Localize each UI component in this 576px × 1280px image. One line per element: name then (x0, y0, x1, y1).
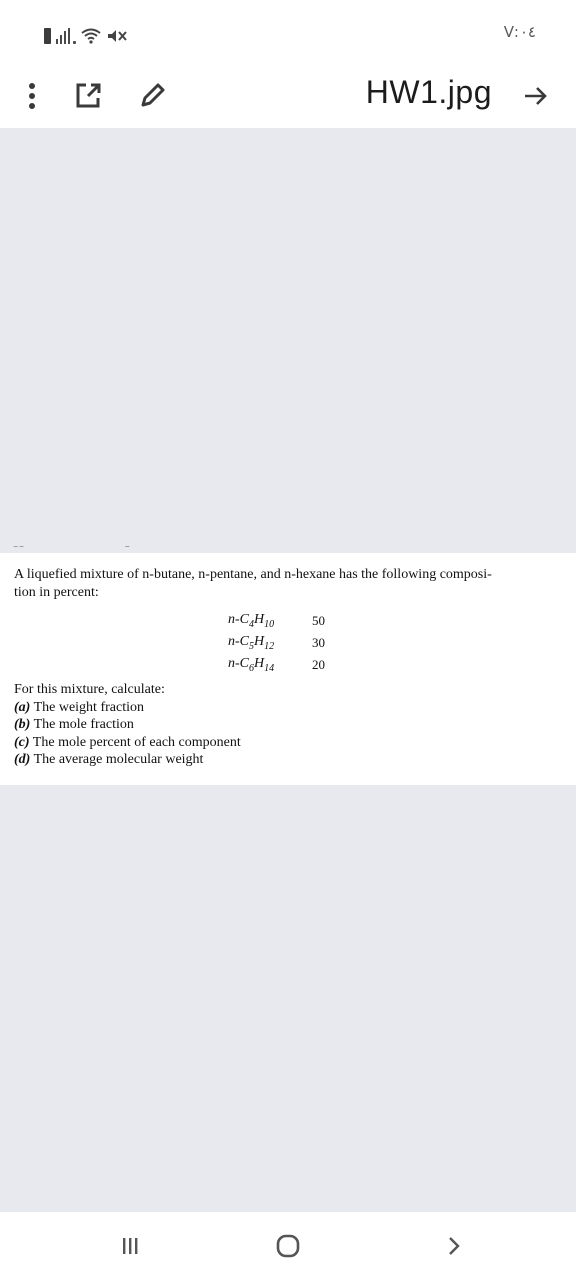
list-item: (b) The mole fraction (14, 717, 134, 732)
problem-statement (14, 566, 562, 602)
question-list (14, 681, 241, 769)
clock: V:٠٤ (503, 23, 536, 41)
wifi-icon (81, 28, 101, 44)
intro-line-cont: tion in percent: (14, 585, 99, 600)
component-value: 20 (312, 657, 325, 672)
component-value: 50 (312, 613, 325, 628)
back-icon[interactable] (432, 1230, 476, 1262)
battery-icon (44, 28, 51, 44)
signal-icon (56, 28, 70, 44)
list-item: (d) The average molecular weight (14, 752, 204, 767)
status-bar (0, 0, 576, 64)
recents-icon[interactable] (108, 1230, 152, 1262)
list-item: (a) The weight fraction (14, 699, 144, 715)
component-name: $n-C_4H_{10}$ (228, 612, 275, 630)
table-row (228, 654, 342, 676)
more-vert-icon[interactable] (12, 76, 52, 116)
composition-table (228, 610, 342, 676)
open-in-new-icon[interactable] (68, 76, 108, 116)
file-title: HW1.jpg (365, 74, 492, 110)
navigation-bar (0, 1212, 576, 1280)
status-icons (44, 24, 128, 44)
question-intro: For this mixture, calculate: (14, 682, 165, 697)
table-row (228, 610, 342, 632)
component-name: $n-C_5H_{12}$ (228, 634, 275, 652)
document-image (0, 547, 576, 785)
cropped-top-marks: ‾ ‾ ‾ (14, 547, 129, 558)
mute-icon (106, 28, 128, 44)
image-viewer[interactable] (0, 128, 576, 1212)
list-item: (c) The mole percent of each component (14, 734, 241, 750)
app-bar (0, 64, 576, 128)
table-row (228, 632, 342, 654)
home-icon[interactable] (266, 1230, 310, 1262)
component-name: $n-C_6H_{14}$ (228, 656, 275, 674)
signal-icon-2 (73, 28, 76, 44)
edit-pencil-icon[interactable] (132, 76, 172, 116)
arrow-forward-icon[interactable] (516, 76, 556, 116)
intro-line: A liquefied mixture of n-butane, n-pentane, and n-hexane has the following composi- (14, 567, 492, 582)
component-value: 30 (312, 635, 325, 650)
